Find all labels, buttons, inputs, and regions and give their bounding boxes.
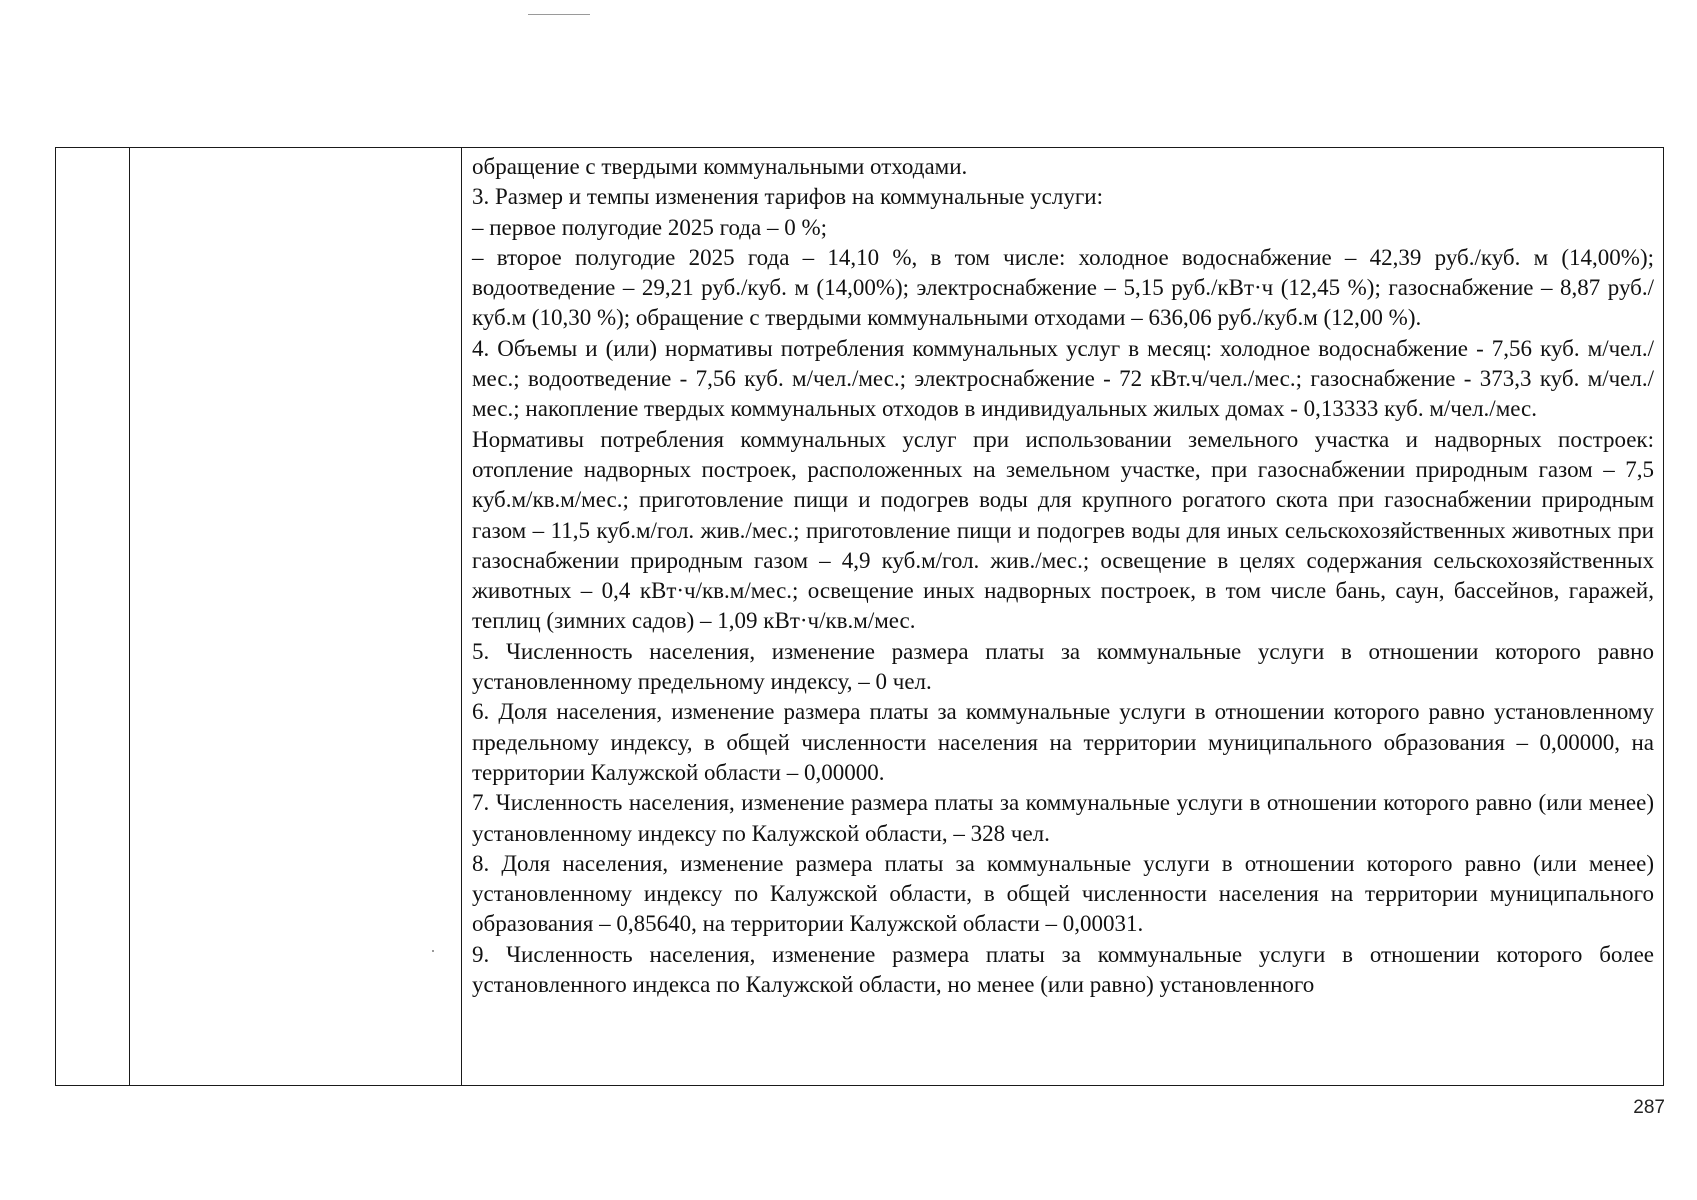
table-column-name [130,148,462,1085]
paragraph-consumption-volumes: 4. Объемы и (или) нормативы потребления коммунальных услуг в месяц: холодное водоснабжение - 7,56 куб. м/чел./мес.; водоотведение - 7,56 куб. м/чел./мес.; электроснабжение - 72 кВт.ч/чел./мес.; газоснабжение - 373,3 куб. м/чел./мес.; накопление твердых коммунальных отходов в индивидуальных жилых домах - 0,13333 куб. м/чел./мес. [472,335,1654,422]
table-column-number [56,148,130,1085]
page-number: 287 [1633,1097,1665,1118]
top-scan-mark [528,14,590,15]
document-table [55,147,1664,1086]
paragraph-item-5: 5. Численность населения, изменение размера платы за коммунальные услуги в отношении которого равно установленному предельному индексу, – 0 чел. [472,638,1654,695]
paragraph-first-half-2025: – первое полугодие 2025 года – 0 %; [472,214,828,240]
paragraph-second-half-2025: – второе полугодие 2025 года – 14,10 %, в том числе: холодное водоснабжение – 42,39 руб./куб. м (14,00%); водоотведение – 29,21 руб./куб. м (14,00%); электроснабжение – 5,15 руб./кВт·ч (12,45 %); газоснабжение – 8,87 руб./куб.м (10,30 %); обращение с твердыми коммунальными отходами – 636,06 руб./куб.м (12,00 %). [472,244,1654,331]
paragraph-item-9: 9. Численность населения, изменение размера платы за коммунальные услуги в отношении которого более установленного индекса по Калужской области, но менее (или равно) установленного [472,941,1654,998]
paragraph-waste-intro: обращение с твердыми коммунальными отходами. [472,154,968,179]
paragraph-tariffs-heading: 3. Размер и темпы изменения тарифов на коммунальные услуги: [472,184,1103,210]
paragraph-item-7: 7. Численность населения, изменение размера платы за коммунальные услуги в отношении которого равно (или менее) установленному индексу по Калужской области, – 328 чел. [472,790,1654,846]
paragraph-item-8: 8. Доля населения, изменение размера платы за коммунальные услуги в отношении которого равно (или менее) установленному индексу по Калужской области, в общей численности населения на территории муниципального образования – 0,85640, на территории Калужской области – 0,00031. [472,850,1654,937]
paragraph-item-6: 6. Доля населения, изменение размера платы за коммунальные услуги в отношении которого равно установленному предельному индексу, в общей численности населения на территории муниципального образования – 0,00000, на территории Калужской области – 0,00000. [472,699,1654,785]
paragraph-land-plot-norms: Нормативы потребления коммунальных услуг при использовании земельного участка и надворных построек: отопление надворных построек, расположенных на земельном участке, при газоснабжении природным газом – 7,5 куб.м/кв.м/мес.; приготовление пищи и подогрев воды для крупного рогатого скота при газоснабжении природным газом – 11,5 куб.м/гол. жив./мес.; приготовление пищи и подогрев воды для иных сельскохозяйственных животных при газоснабжении природным газом – 4,9 куб.м/гол. жив./мес.; освещение в целях содержания сельскохозяйственных животных – 0,4 кВт·ч/кв.м/мес.; освещение иных надворных построек, в том числе бань, саун, бассейнов, гаражей, теплиц (зимних садов) – 1,09 кВт·ч/кв.м/мес. [472,426,1654,634]
table-column-content [462,148,1663,1085]
